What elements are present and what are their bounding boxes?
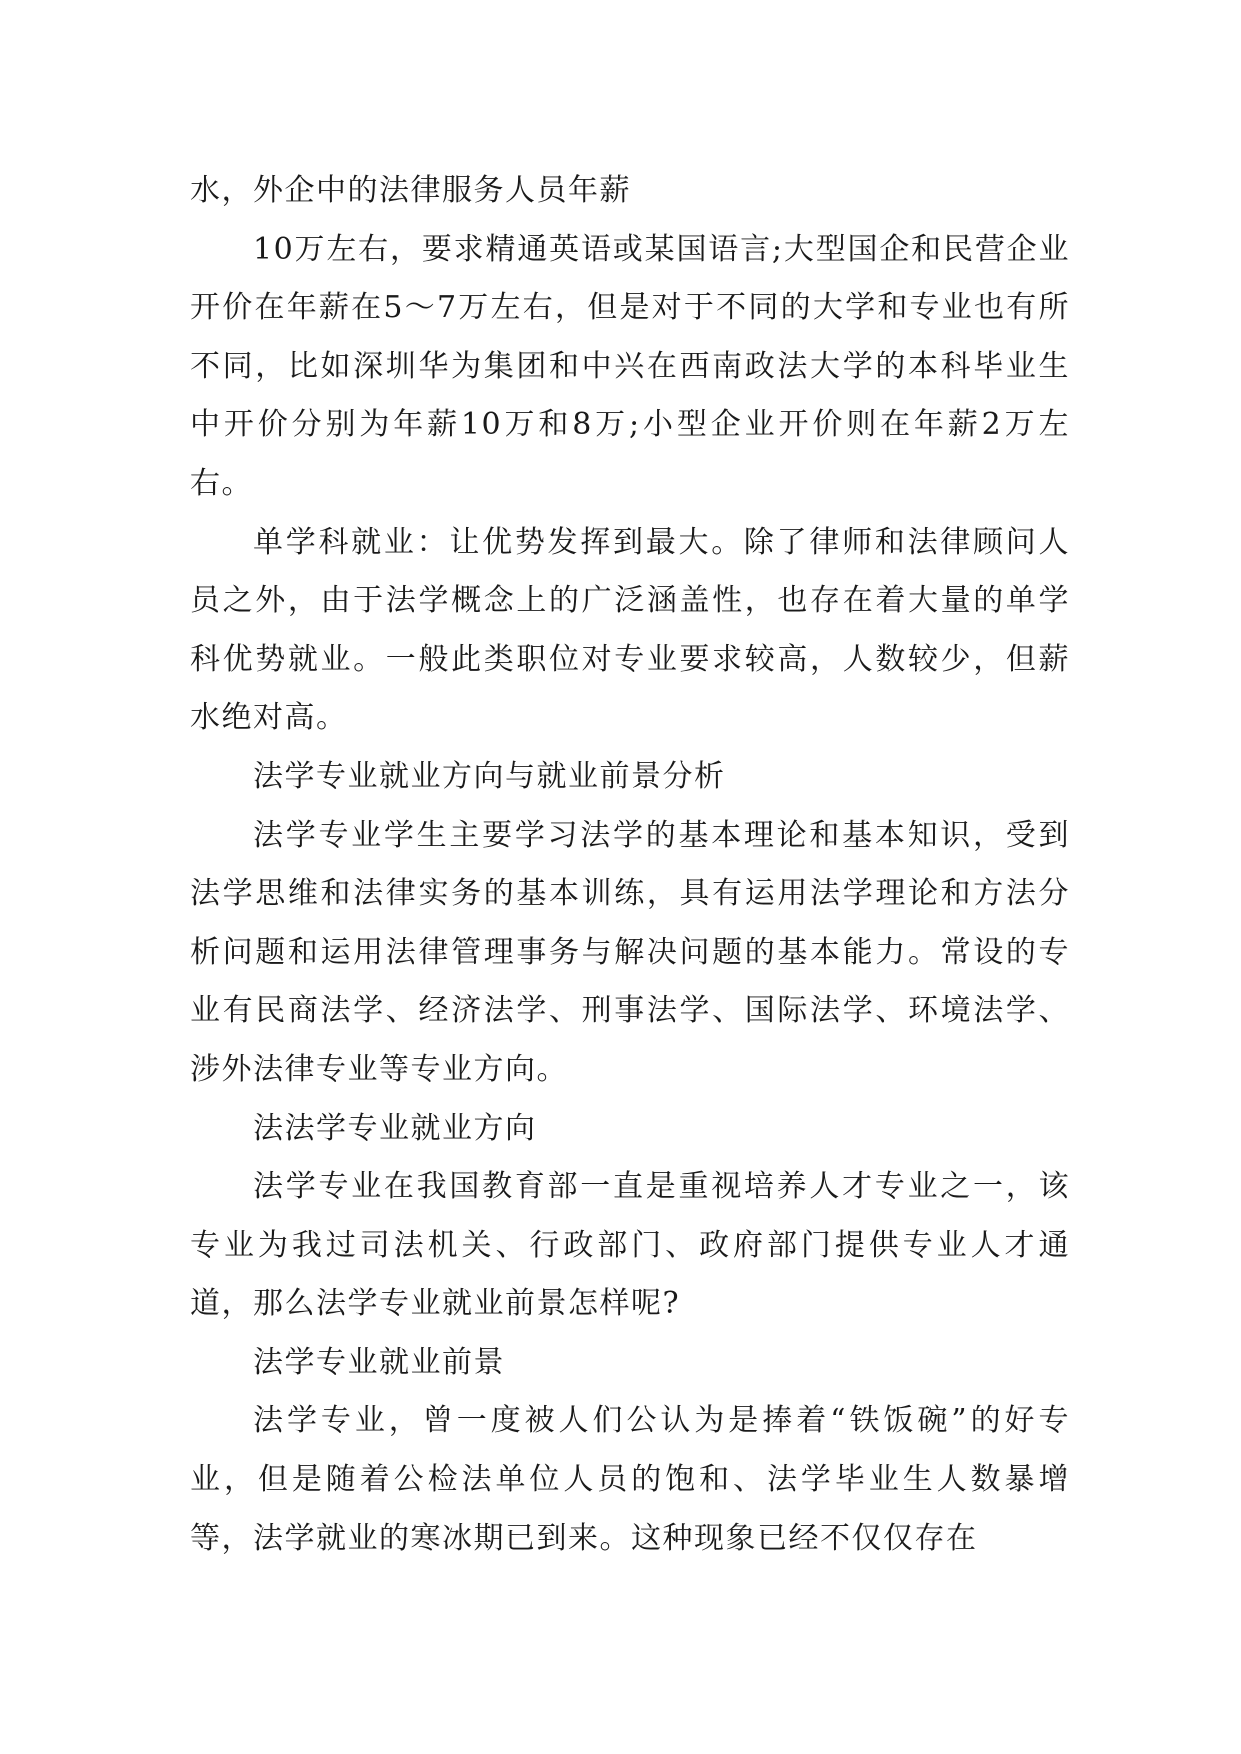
paragraph-6: 法学专业，曾一度被人们公认为是捧着“铁饭碗”的好专业，但是随着公检法单位人员的饱和、法学毕业生人数暴增等，法学就业的寒冰期已到来。这种现象已经不仅仅存在 [190,1403,1070,1556]
paragraph-3: 单学科就业：让优势发挥到最大。除了律师和法律顾问人员之外，由于法学概念上的广泛涵盖性，也存在着大量的单学科优势就业。一般此类职位对专业要求较高，人数较少，但薪水绝对高。 [190,524,1070,736]
paragraph-1: 水，外企中的法律服务人员年薪 [190,173,631,208]
section-heading-1: 法学专业就业方向与就业前景分析 [253,758,726,794]
paragraph-5: 法学专业在我国教育部一直是重视培养人才专业之一，该专业为我过司法机关、行政部门、政府部门提供专业人才通道，那么法学专业就业前景怎样呢? [190,1169,1070,1322]
paragraph-4: 法学专业学生主要学习法学的基本理论和基本知识，受到法学思维和法律实务的基本训练，具有运用法学理论和方法分析问题和运用法律管理事务与解决问题的基本能力。常设的专业有民商法学、经济法学、刑事法学、国际法学、环境法学、涉外法律专业等专业方向。 [190,817,1070,1087]
document-body [190,162,1070,1568]
paragraph-2: 10万左右，要求精通英语或某国语言;大型国企和民营企业开价在年薪在5～7万左右，但是对于不同的大学和专业也有所不同，比如深圳华为集团和中兴在西南政法大学的本科毕业生中开价分别为年薪10万和8万;小型企业开价则在年薪2万左右。 [190,231,1070,501]
section-heading-2: 法法学专业就业方向 [253,1110,537,1146]
section-heading-3: 法学专业就业前景 [253,1344,505,1380]
